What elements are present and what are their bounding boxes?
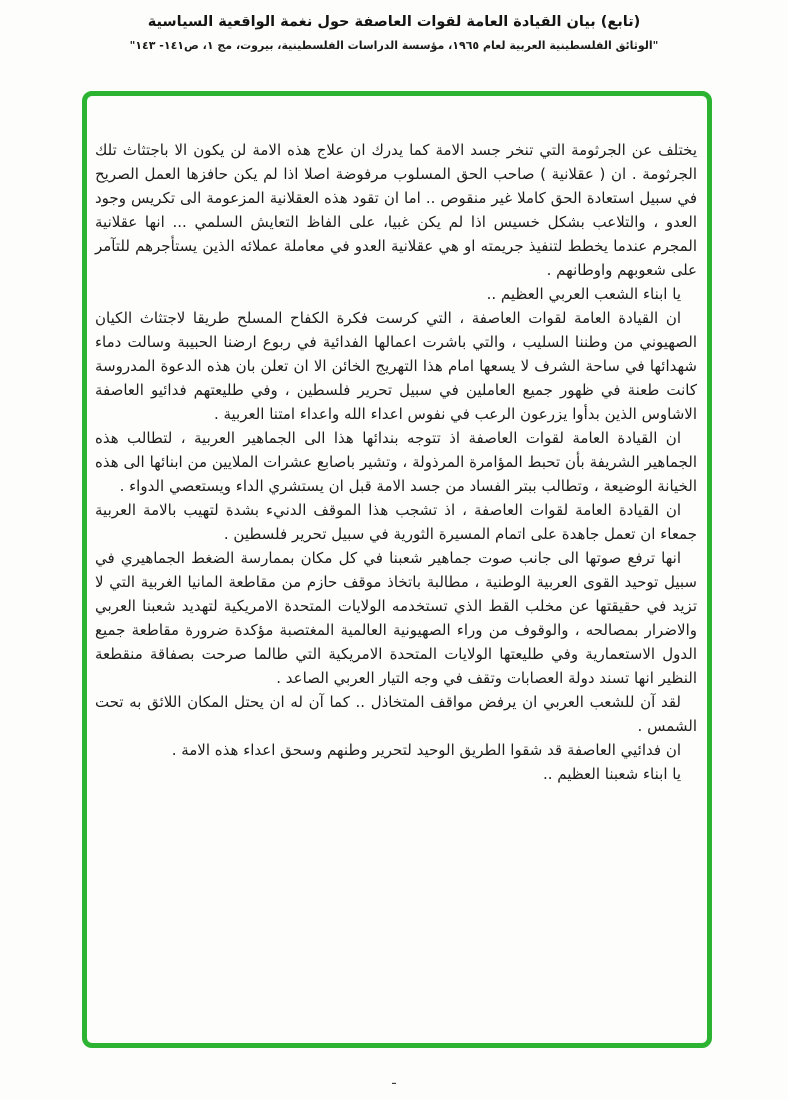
paragraph: لقد آن للشعب العربي ان يرفض مواقف المتخاذل .. كما آن له ان يحتل المكان اللائق به تحت الشمس . (95, 693, 697, 735)
document-header (0, 14, 788, 52)
paragraph: ان فدائيي العاصفة قد شقوا الطريق الوحيد لتحرير وطنهم وسحق اعداء هذه الامة . (171, 741, 681, 759)
paragraph-address-line: يا ابناء شعبنا العظيم .. (542, 765, 681, 783)
paragraph: ان القيادة العامة لقوات العاصفة اذ تتوجه بندائها هذا الى الجماهير العربية ، لتطالب هذه الجماهير الشريفة بأن تحبط المؤامرة المرذولة ، وتشير باصابع عشرات الملايين من ابنائها الى هذه الخيانة الوضيعة ، وتطالب ببتر الفساد من جسد الامة قبل ان يستشري الداء ويستعصي الدواء . (95, 429, 697, 495)
paragraph-continuation: يختلف عن الجرثومة التي تنخر جسد الامة كما يدرك ان علاج هذه الامة لن يكون الا باجتثاث تلك الجرثومة . ان ( عقلانية ) صاحب الحق المسلوب مرفوضة اصلا اذا لم يكن حافزها العمل الصريح في سبيل استعادة الحق كاملا غير منقوص .. اما ان تقود هذه العقلانية المزعومة الى تكريس وجود العدو ، والتلاعب بشكل خسيس اذا لم يكن غبيا، على الفاظ التعايش السلمي ... انها عقلانية المجرم عندما يخطط لتنفيذ جريمته او هي عقلانية العدو في معاملة عملائه الذين يستأجرهم للتآمر على شعوبهم واوطانهم . (95, 141, 697, 279)
highlight-annotation-box (82, 91, 712, 1048)
paragraph: ان القيادة العامة لقوات العاصفة ، اذ تشجب هذا الموقف الدنيء بشدة لتهيب بالامة العربية جمعاء ان تعمل جاهدة على اتمام المسيرة الثورية في سبيل تحرير فلسطين . (95, 501, 697, 543)
scanned-text-block (95, 138, 697, 786)
document-source-citation: "الوثائق الفلسطينية العربية لعام ١٩٦٥، مؤسسة الدراسات الفلسطينية، بيروت، مج ١، ص١٤١- ١٤٣" (129, 39, 659, 52)
paragraph: انها ترفع صوتها الى جانب صوت جماهير شعبنا في كل مكان بممارسة الضغط الجماهيري في سبيل توحيد القوى العربية الوطنية ، مطالبة باتخاذ موقف حازم من مقاطعة المانيا الغربية التي لا تزيد في حقيقتها عن مخلب القط الذي تستخدمه الولايات المتحدة الامريكية لتهديد شعبنا العربي والاضرار بمصالحه ، والوقوف من وراء الصهيونية العالمية المغتصبة مؤكدة ضرورة مقاطعة جميع الدول الاستعمارية وفي طليعتها الولايات المتحدة الامريكية التي طالما صرحت بصفاقة منقطعة النظير انها تسند دولة العصابات وتقف في وجه التيار العربي الصاعد . (95, 549, 697, 687)
document-title: (تابع) بيان القيادة العامة لقوات العاصفة حول نغمة الواقعية السياسية (147, 14, 641, 30)
page-footer-mark: ـ (392, 1073, 396, 1088)
paragraph-address-line: يا ابناء الشعب العربي العظيم .. (486, 285, 681, 303)
paragraph: ان القيادة العامة لقوات العاصفة ، التي كرست فكرة الكفاح المسلح طريقا لاجتثاث الكيان الصهيوني من وطننا السليب ، والتي باشرت اعمالها الفدائية في ربوع ارضنا الحبيبة وسالت دماء شهدائها في ساحة الشرف لا يسعها امام هذا التهريج الخائن الا ان تعلن بان هذه الدعوة المدروسة كانت طعنة في ظهور جميع العاملين في سبيل تحرير فلسطين ، وفي طليعتهم فدائيو العاصفة الاشاوس الذين بدأوا يزرعون الرعب في نفوس اعداء الله واعداء امتنا العربية . (95, 309, 697, 423)
